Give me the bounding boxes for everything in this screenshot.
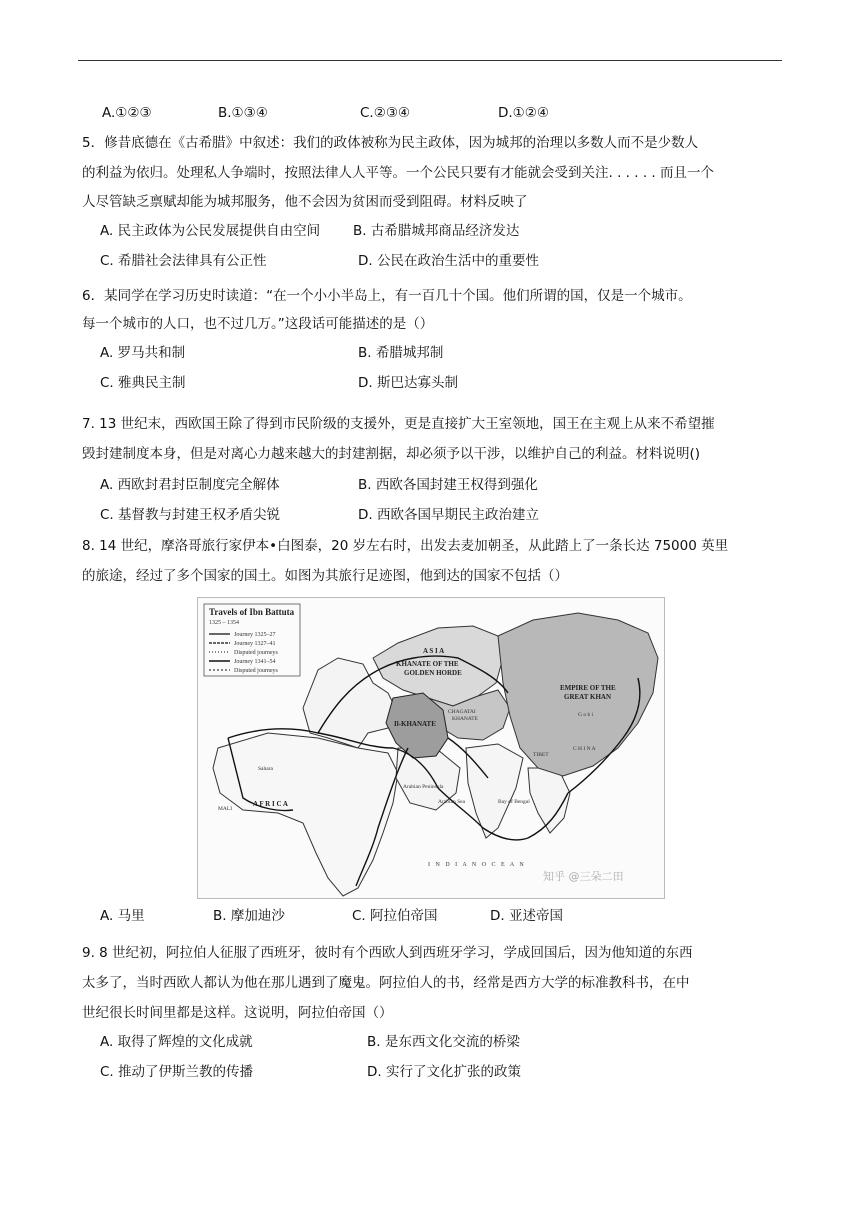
q6-option-c[interactable]: C. 雅典民主制 [100, 375, 186, 391]
legend-title-line-1: Travels of Ibn Battuta [209, 607, 295, 617]
label-great-khan-2: GREAT KHAN [564, 693, 611, 701]
label-tibet: TIBET [533, 752, 549, 758]
legend-title-line-2: 1325 – 1354 [209, 620, 239, 626]
land-india [466, 744, 523, 838]
label-bay-of-bengal: Bay of Bengal [498, 799, 530, 805]
q9-option-d[interactable]: D. 实行了文化扩张的政策 [367, 1064, 521, 1080]
label-china: C H I N A [573, 746, 596, 752]
q4-option-d[interactable]: D.①②④ [498, 105, 549, 121]
q9-option-a[interactable]: A. 取得了辉煌的文化成就 [100, 1034, 253, 1050]
label-mali: MALI [218, 806, 233, 812]
q8-option-d[interactable]: D. 亚述帝国 [490, 908, 563, 924]
q6-option-a[interactable]: A. 罗马共和制 [100, 345, 186, 361]
q8-stem-line-1: 8. 14 世纪，摩洛哥旅行家伊本•白图泰，20 岁左右时，出发去麦加朝圣，从此踏上了一条长达 75000 英里 [82, 538, 729, 554]
label-sahara: Sahara [258, 766, 273, 772]
legend-item-3: Disputed journeys [234, 650, 278, 656]
q8-option-c[interactable]: C. 阿拉伯帝国 [352, 908, 438, 924]
label-asia: A S I A [423, 647, 445, 655]
q5-option-b[interactable]: B. 古希腊城邦商品经济发达 [353, 223, 520, 239]
q4-option-c[interactable]: C.②③④ [360, 105, 411, 121]
q7-option-c[interactable]: C. 基督教与封建王权矛盾尖锐 [100, 507, 281, 523]
q8-option-a[interactable]: A. 马里 [100, 908, 145, 924]
q7-option-d[interactable]: D. 西欧各国早期民主政治建立 [358, 507, 539, 523]
label-chagatai-2: KHANATE [452, 716, 478, 722]
q9-option-c[interactable]: C. 推动了伊斯兰教的传播 [100, 1064, 254, 1080]
q7-option-a[interactable]: A. 西欧封君封臣制度完全解体 [100, 477, 280, 493]
label-golden-horde-1: KHANATE OF THE [396, 660, 459, 668]
q9-stem-line-2: 太多了，当时西欧人都认为他在那儿遇到了魔鬼。阿拉伯人的书，经常是西方大学的标准教科书，在中 [82, 975, 690, 991]
watermark-text: 知乎 @三朵二田 [543, 870, 624, 883]
q5-option-c[interactable]: C. 希腊社会法律具有公正性 [100, 253, 267, 269]
legend-item-4: Journey 1341–54 [234, 659, 276, 665]
label-indian-ocean: I N D I A N O C E A N [428, 862, 526, 868]
q5-stem-line-3: 人尽管缺乏禀赋却能为城邦服务，他不会因为贫困而受到阻碍。材料反映了 [82, 194, 528, 210]
legend-item-1: Journey 1325–27 [234, 632, 276, 638]
q5-stem-line-1: 5．修昔底德在《古希腊》中叙述：我们的政体被称为民主政体，因为城邦的治理以多数人而不是少数人 [82, 135, 699, 151]
q7-option-b[interactable]: B. 西欧各国封建王权得到强化 [358, 477, 538, 493]
q6-option-b[interactable]: B. 希腊城邦制 [358, 345, 444, 361]
q4-option-a[interactable]: A.①②③ [102, 105, 152, 121]
label-chagatai-1: CHAGATAI [448, 709, 476, 715]
q9-stem-line-3: 世纪很长时间里都是这样。这说明，阿拉伯帝国（） [82, 1005, 393, 1021]
legend-item-2: Journey 1327–41 [234, 641, 276, 647]
label-ilkhanate: Il-KHANATE [394, 720, 436, 728]
land-africa [213, 733, 398, 896]
q6-option-d[interactable]: D. 斯巴达寡头制 [358, 375, 458, 391]
q8-option-b[interactable]: B. 摩加迪沙 [213, 908, 285, 924]
q5-option-a[interactable]: A. 民主政体为公民发展提供自由空间 [100, 223, 321, 239]
q8-stem-line-2: 的旅途，经过了多个国家的国土。如图为其旅行足迹图，他到达的国家不包括（） [82, 568, 568, 584]
label-great-khan-1: EMPIRE OF THE [560, 684, 616, 692]
q6-stem-line-2: 每一个城市的人口，也不过几万。”这段话可能描述的是（） [82, 316, 434, 332]
label-arabian-peninsula: Arabian Peninsula [403, 784, 444, 790]
q4-option-b[interactable]: B.①③④ [218, 105, 268, 121]
legend-item-5: Disputed journeys [234, 668, 278, 674]
label-gobi: G o b i [578, 712, 594, 718]
label-golden-horde-2: GOLDEN HORDE [404, 669, 462, 677]
map-svg [198, 598, 664, 898]
q7-stem-line-1: 7. 13 世纪末，西欧国王除了得到市民阶级的支援外，更是直接扩大王室领地，国王在主观上从来不希望摧 [82, 416, 715, 432]
q9-option-b[interactable]: B. 是东西文化交流的桥梁 [367, 1034, 520, 1050]
q6-stem-line-1: 6．某同学在学习历史时读道：“在一个小小半岛上，有一百几十个国。他们所谓的国，仅是一个城市。 [82, 288, 692, 304]
q9-stem-line-1: 9. 8 世纪初，阿拉伯人征服了西班牙，彼时有个西欧人到西班牙学习，学成回国后，因为他知道的东西 [82, 945, 693, 961]
header-rule [78, 60, 782, 61]
label-arabian-sea: Arabian Sea [438, 799, 466, 805]
travels-map-figure [197, 597, 665, 899]
q5-option-d[interactable]: D. 公民在政治生活中的重要性 [358, 253, 539, 269]
q5-stem-line-2: 的利益为依归。处理私人争端时，按照法律人人平等。一个公民只要有才能就会受到关注. . . . . . 而且一个 [82, 165, 714, 181]
q7-stem-line-2: 毁封建制度本身，但是对离心力越来越大的封建割据，却必须予以干涉，以维护自己的利益。材料说明() [82, 446, 701, 462]
map-legend [204, 604, 300, 676]
label-africa: A F R I C A [253, 800, 288, 808]
